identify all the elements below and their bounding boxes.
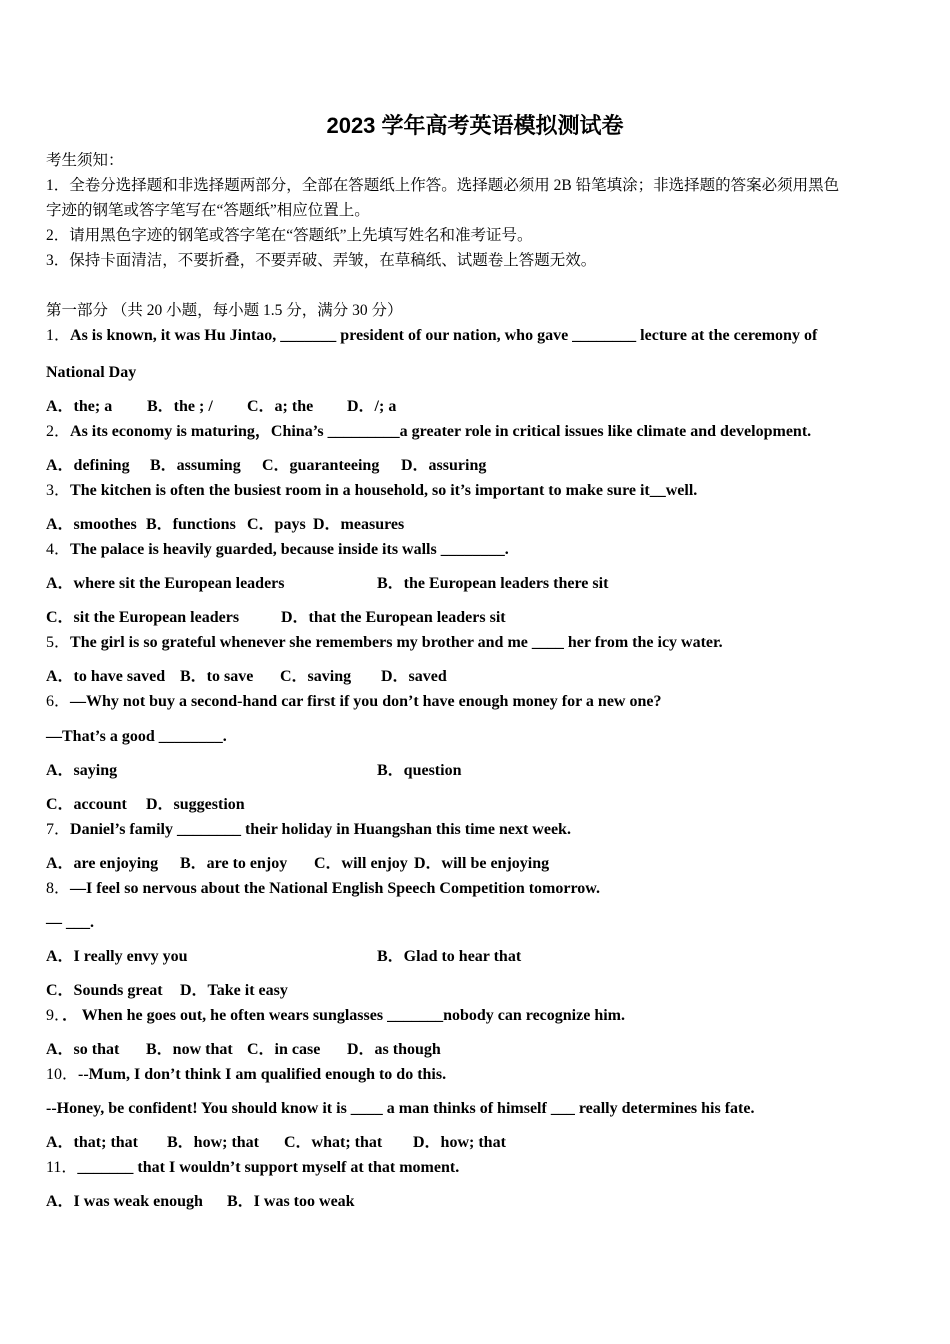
question-text: —I feel so nervous about the National English Speech Competition tomorrow. <box>70 880 600 897</box>
option-b: B．the ; / <box>147 398 213 415</box>
question-number: 3． <box>46 482 71 499</box>
option-d: D．that the European leaders sit <box>281 609 506 626</box>
option-c: C．guaranteeing <box>262 457 380 474</box>
option-c: C．what; that <box>284 1134 383 1151</box>
question-stem <box>46 422 811 442</box>
question-text: _______ that I wouldn’t support myself at that moment. <box>77 1159 460 1176</box>
option-a: A．smoothes <box>46 516 137 533</box>
question-stem <box>46 481 697 501</box>
question-stem <box>46 1158 459 1178</box>
option-d: D．measures <box>313 516 405 533</box>
notice-heading: 考生须知： <box>46 152 124 169</box>
question-number: 9． <box>46 1007 63 1024</box>
notice-line: 字迹的钢笔或答字笔写在“答题纸”相应位置上。 <box>46 202 370 219</box>
question-text: The girl is so grateful whenever she remembers my brother and me ____ her from the icy water. <box>70 634 723 651</box>
notice-line: 2．请用黑色字迹的钢笔或答字笔在“答题纸”上先填写姓名和准考证号。 <box>46 227 533 244</box>
question-number: 4． <box>46 541 71 558</box>
option-b: B．question <box>377 762 462 779</box>
question-text: ． When he goes out, he often wears sunglasses _______nobody can recognize him. <box>62 1007 625 1024</box>
question-text: --Mum, I don’t think I am qualified enough to do this. <box>78 1066 447 1083</box>
option-d: D．how; that <box>413 1134 506 1151</box>
options-row <box>0 761 950 781</box>
options-row <box>0 456 950 476</box>
question-text-continued: —That’s a good ________. <box>46 728 227 745</box>
question-number: 6． <box>46 693 71 710</box>
option-a: A．defining <box>46 457 130 474</box>
page-title: 2023 学年高考英语模拟测试卷 <box>326 113 624 138</box>
option-b: B．now that <box>146 1041 233 1058</box>
option-b: B．Glad to hear that <box>377 948 522 965</box>
option-b: B．are to enjoy <box>180 855 288 872</box>
question-stem <box>46 879 600 899</box>
option-c: C．in case <box>247 1041 321 1058</box>
options-row <box>0 947 950 967</box>
option-c: C．will enjoy <box>314 855 408 872</box>
question-number: 7． <box>46 821 71 838</box>
options-row <box>0 1040 950 1060</box>
option-d: D．will be enjoying <box>414 855 550 872</box>
options-row <box>0 608 950 628</box>
option-c: C．pays <box>247 516 306 533</box>
option-d: D．Take it easy <box>180 982 288 999</box>
question-stem <box>46 540 509 560</box>
options-row <box>0 667 950 687</box>
option-d: D．saved <box>381 668 447 685</box>
options-row <box>0 1133 950 1153</box>
option-c: C．account <box>46 796 127 813</box>
option-c: C．saving <box>280 668 352 685</box>
question-text-continued: National Day <box>46 364 137 381</box>
question-text: As its economy is maturing，China’s _________a greater role in critical issues like climate and development. <box>70 423 812 440</box>
question-number: 8． <box>46 880 71 897</box>
option-a: A．to have saved <box>46 668 166 685</box>
question-text: The kitchen is often the busiest room in a household, so it’s important to make sure it__well. <box>70 482 698 499</box>
question-stem <box>46 633 723 653</box>
options-row <box>0 854 950 874</box>
options-row <box>0 795 950 815</box>
question-stem <box>46 1065 446 1085</box>
option-a: A．that; that <box>46 1134 138 1151</box>
options-row <box>0 515 950 535</box>
option-b: B．assuming <box>150 457 241 474</box>
question-number: 10． <box>46 1066 79 1083</box>
option-b: B．functions <box>146 516 236 533</box>
option-b: B．I was too weak <box>227 1193 355 1210</box>
question-text: As is known, it was Hu Jintao, _______ president of our nation, who gave ________ lecture at the ceremony of <box>70 327 818 344</box>
option-a: A．I was weak enough <box>46 1193 203 1210</box>
option-a: A．saying <box>46 762 118 779</box>
option-a: A．are enjoying <box>46 855 159 872</box>
question-number: 11． <box>46 1159 78 1176</box>
question-stem <box>46 326 817 346</box>
option-c: C．a; the <box>247 398 314 415</box>
question-number: 1． <box>46 327 71 344</box>
notice-line: 1．全卷分选择题和非选择题两部分，全部在答题纸上作答。选择题必须用 2B 铅笔填涂；非选择题的答案必须用黑色 <box>46 177 840 194</box>
options-row <box>0 1192 950 1212</box>
question-text: Daniel’s family ________ their holiday in Huangshan this time next week. <box>70 821 571 838</box>
question-text: —Why not buy a second-hand car first if you don’t have enough money for a new one? <box>70 693 662 710</box>
options-row <box>0 981 950 1001</box>
question-stem <box>46 692 661 712</box>
option-c: C．Sounds great <box>46 982 163 999</box>
question-stem <box>46 1006 625 1026</box>
question-number: 5． <box>46 634 71 651</box>
question-text: The palace is heavily guarded, because inside its walls ________. <box>70 541 509 558</box>
question-number: 2． <box>46 423 71 440</box>
option-b: B．to save <box>180 668 254 685</box>
options-row <box>0 574 950 594</box>
notice-line: 3．保持卡面清洁，不要折叠，不要弄破、弄皱，在草稿纸、试题卷上答题无效。 <box>46 252 597 269</box>
option-c: C．sit the European leaders <box>46 609 240 626</box>
question-text-continued: --Honey, be confident! You should know it is ____ a man thinks of himself ___ really determines his fate. <box>46 1100 755 1117</box>
question-stem <box>46 820 571 840</box>
option-d: D．/; a <box>347 398 397 415</box>
option-d: D．assuring <box>401 457 487 474</box>
option-a: A．I really envy you <box>46 948 188 965</box>
option-b: B．how; that <box>167 1134 260 1151</box>
question-text-continued: — ___. <box>46 914 94 931</box>
option-a: A．where sit the European leaders <box>46 575 285 592</box>
option-a: A．so that <box>46 1041 120 1058</box>
option-d: D．as though <box>347 1041 441 1058</box>
options-row <box>0 397 950 417</box>
option-d: D．suggestion <box>146 796 245 813</box>
section-heading: 第一部分 （共 20 小题，每小题 1.5 分，满分 30 分） <box>46 302 403 319</box>
option-b: B．the European leaders there sit <box>377 575 609 592</box>
option-a: A．the; a <box>46 398 113 415</box>
